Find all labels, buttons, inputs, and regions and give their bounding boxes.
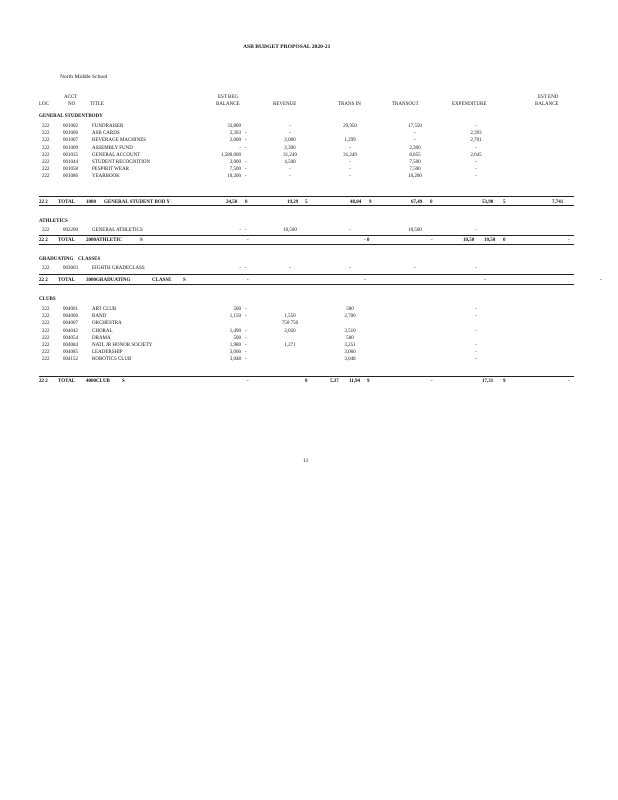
cell-no: 004084 [63,343,78,348]
total-label: TOTAL [58,278,76,283]
page-number: 11 [303,458,309,464]
cell-loc: 222 [42,321,50,327]
cell-loc: 222 [42,335,50,341]
cell-exp: - [475,167,477,173]
school-name: North Middle School [60,74,108,80]
cell-beg: 500 [233,335,241,341]
cell-no: 004007 [63,321,78,327]
cell-no: 004042 [63,328,78,334]
cell-title: DRAMA [92,335,111,341]
cell-no: 003003 [63,266,78,271]
cell-tin: 3,510 [344,328,356,334]
cell-title: ART CLUB [92,307,117,312]
cell-rev: 4,500 [284,160,296,165]
cell-loc: 222 [42,350,50,356]
col-no: NO [68,102,76,107]
cell-tout: 2,300 [409,145,421,151]
cell-rev: 2,020 [284,328,296,334]
col-acct: ACCT [64,95,78,100]
total-beg: - [247,379,249,384]
total-tout: - [431,238,433,243]
section-heading: CLUBS [39,297,56,302]
cell-no: 004006 [63,314,78,320]
cell-tout: 10,200 [408,174,422,180]
total-tin: 5,37 [330,379,339,384]
cell-loc: 222 [42,167,50,173]
cell-exp: 2,393 [470,131,482,137]
cell-exp: - [475,124,477,129]
cell-no: 001007 [63,138,78,144]
total-cell: 0 [503,238,506,243]
cell-dash: - [245,314,247,320]
cell-tout: 7,500 [409,167,421,173]
cell-rev: 2,300 [284,145,296,151]
total-code: 1000 [86,200,96,205]
total-beg: 24,50 [226,200,238,205]
total-label: TOTAL [58,238,76,243]
cell-dash: - [245,350,247,356]
cell-no: 001002 [63,124,78,129]
cell-tin: - [349,145,351,151]
total-suffix: S [183,278,186,283]
total-cell: 9 [503,379,506,384]
cell-dash: - [245,167,247,173]
cell-no: 004054 [63,335,78,341]
cell-title: BAND [92,314,107,320]
cell-tin: 3,251 [344,343,356,348]
cell-title: GENERAL ATHLETICS [92,228,143,233]
cell-rev: 10,500 [283,228,297,233]
cell-dash: - [245,357,247,363]
cell-tout: 7,500 [409,160,421,165]
rule-total-bottom [39,244,574,245]
cell-title: ROBOTICS CLUB [92,357,132,363]
col-est-beg: EST BEG [218,95,239,100]
cell-no: 001086 [63,174,78,180]
cell-dash: - [245,160,247,165]
cell-beg: 7,500 [229,167,241,173]
cell-title: ASSEMBLY FUND [92,145,133,151]
cell-title: BEVERAGE MACHINES [92,138,147,144]
cell-exp: - [475,266,477,271]
total-beg: - [247,278,249,283]
cell-no: 004152 [63,357,78,363]
cell-rev: - [289,266,291,271]
col-revenue: REVENUE [273,102,297,107]
total-suffix: S [122,379,125,384]
section-heading: GRADUATING [39,257,74,262]
total-tin: 48,84 [350,200,362,205]
cell-beg: 2,393 [229,131,241,137]
cell-loc: 222 [42,343,50,348]
cell-dash: - [245,266,247,271]
cell-title: GENERAL ACCOUNT [92,152,141,158]
cell-loc: 222 [42,145,50,151]
total-loc: 22 2 [39,200,48,205]
rule-total-top [39,196,574,197]
cell-beg: 1,490 [229,328,241,334]
cell-dash: - [245,335,247,341]
total-beg: - [247,238,249,243]
total-loc: 22 2 [39,278,48,283]
section-heading: GENERAL STUDENTBODY [39,114,103,119]
cell-rev: - [289,124,291,129]
col-expenditure: EXPENDITURE [452,102,487,107]
cell-no: 001044 [63,160,78,165]
cell-dash: - [245,138,247,144]
col-loc: LOC [39,102,49,107]
cell-tout: 17,550 [408,124,422,129]
cell-no: 001006 [63,131,78,137]
cell-dash: - [245,307,247,312]
cell-rev: 1,550 [284,314,296,320]
cell-tin: 500 [346,335,354,341]
cell-tin: - [349,167,351,173]
total-code: 2000ATHLETIC [86,238,123,243]
cell-exp: 2,701 [470,138,482,144]
cell-tin: 500 [346,307,354,312]
cell-no: 001009 [63,145,78,151]
cell-beg: 3,060 [229,350,241,356]
cell-tout: 8,855 [409,152,421,158]
total-cell: 9 [367,379,370,384]
cell-exp: - [475,314,477,320]
cell-tin: - [349,228,351,233]
cell-exp: 2,645 [470,152,482,158]
cell-exp: - [475,307,477,312]
col-trans-out: TRANSOUT [392,102,419,107]
total-name: CLASSE [152,278,172,283]
cell-tin: 3,048 [344,357,356,363]
cell-exp: - [475,328,477,334]
cell-no: 004001 [63,307,78,312]
total-cell: 0 [430,200,433,205]
total-exp: 17,31 [482,379,494,384]
total-end: - [568,238,570,243]
cell-title: ASB CARDS [92,131,120,137]
cell-loc: 222 [42,160,50,165]
col-end-balance: BALANCE [535,102,559,107]
cell-tout: 10,500 [408,228,422,233]
cell-tin: 1,299 [344,138,356,144]
cell-rev: 31,249 [283,152,297,158]
cell-tin: 31,249 [343,152,357,158]
cell-tin: - [349,160,351,165]
cell-beg: 3,048 [229,357,241,363]
total-exp: 53,90 [482,200,494,205]
cell-beg: 1,150 [229,314,241,320]
cell-beg: 1,980 [229,343,241,348]
cell-rev: - [289,131,291,137]
cell-loc: 222 [42,328,50,334]
total-tin: - 0 [364,238,370,243]
cell-beg: - [239,266,241,271]
cell-tin: 2,700 [344,314,356,320]
cell-loc: 222 [42,266,50,271]
cell-loc: 222 [42,357,50,363]
cell-tout: - [414,131,416,137]
cell-tout: - [414,138,416,144]
cell-no: 001035 [63,152,78,158]
cell-rev: - [289,167,291,173]
cell-beg: - [239,228,241,233]
cell-loc: 222 [42,228,50,233]
cell-title: EIGHTH GRADECLASS [92,266,145,271]
cell-exp: - [475,160,477,165]
cell-dash: - [245,343,247,348]
cell-exp: - [475,343,477,348]
cell-title: ORCHESTRA [92,321,122,327]
cell-exp: - [475,350,477,356]
cell-title: YEARBOOK [92,174,120,180]
total-exp: 10,50 [463,238,475,243]
cell-title: FUNDRAISER [92,124,124,129]
cell-loc: 222 [42,138,50,144]
cell-beg: 500 [233,307,241,312]
total-cell: 10,50 [484,238,496,243]
cell-title: LEADERSHIP [92,350,123,356]
rule-total-bottom [39,284,574,285]
cell-title: PESPIRIT WEAR [92,167,129,173]
col-title: TITLE [90,102,104,107]
total-code: 3000GRADUATING [86,278,131,283]
total-label: TOTAL [58,200,76,205]
total-name: GENERAL STUDENT BOD Y [104,200,170,205]
total-rev: 0 [305,379,308,384]
cell-exp: - [475,357,477,363]
total-cell: 5 [503,200,506,205]
cell-title: STUDENT RECOGNITION [92,160,151,165]
section-heading: ATHLETICS [39,219,68,224]
total-rev: 19,29 [287,200,299,205]
cell-loc: 222 [42,314,50,320]
cell-beg: 33,800 [227,124,241,129]
total-suffix: S [140,238,143,243]
cell-no: 001058 [63,167,78,173]
cell-dash: - [245,228,247,233]
cell-loc: 222 [42,174,50,180]
cell-beg: 1,580,000 [221,152,241,158]
cell-exp: - [475,228,477,233]
cell-exp: - [475,145,477,151]
cell-no: 004085 [63,350,78,356]
cell-rev: - [289,174,291,180]
cell-dash: - [245,145,247,151]
cell-loc: 222 [42,307,50,312]
cell-loc: 222 [42,131,50,137]
cell-dash: - [245,131,247,137]
cell-dash: - [245,174,247,180]
total-label: TOTAL [58,379,76,384]
cell-exp: - [475,174,477,180]
total-end: 7,741 [552,200,564,205]
total-loc: 22 2 [39,238,48,243]
cell-rev: 750 750 [281,321,299,327]
cell-tin: - [349,266,351,271]
cell-tin: - [349,174,351,180]
col-beg-balance: BALANCE [216,102,240,107]
cell-rev: 2,000 [284,138,296,144]
total-tout: - [431,379,433,384]
total-end: - [568,379,570,384]
cell-loc: 222 [42,152,50,158]
cell-beg: 10,200 [227,174,241,180]
total-cell: 0 [245,200,248,205]
cell-title: NATL JR HONOR SOCIETY [92,343,153,348]
rule-total-top [39,376,574,377]
total-cell: 5 [305,200,308,205]
col-trans-in: TRANS IN [338,102,361,107]
cell-beg: 3,000 [229,160,241,165]
col-est-end: EST END [538,95,559,100]
cell-beg: 2,000 [229,138,241,144]
cell-tin: 29,950 [343,124,357,129]
total-exp: - [484,278,486,283]
total-cell: 9 [369,200,372,205]
cell-tin: 3,060 [344,350,356,356]
total-tin: - [364,278,366,283]
page-title: ASB BUDGET PROPOSAL 2020-21 [243,44,331,50]
cell-title: CHORAL [92,328,113,334]
total-loc: 22 2 [39,379,48,384]
cell-no: 002200 [63,228,78,233]
total-tout: 67,49 [411,200,423,205]
cell-rev: 1,271 [284,343,296,348]
cell-dash: - [245,328,247,334]
rule-total-top [39,235,574,236]
total-cell: 11,94 [349,379,360,384]
cell-loc: 222 [42,124,50,129]
rule-total-top [39,274,574,275]
total-code: 4000CLUB [86,379,110,384]
section-heading: CLASSES [78,257,101,262]
total-end: - [600,278,602,283]
cell-beg: - [239,145,241,151]
cell-tout: - [414,266,416,271]
